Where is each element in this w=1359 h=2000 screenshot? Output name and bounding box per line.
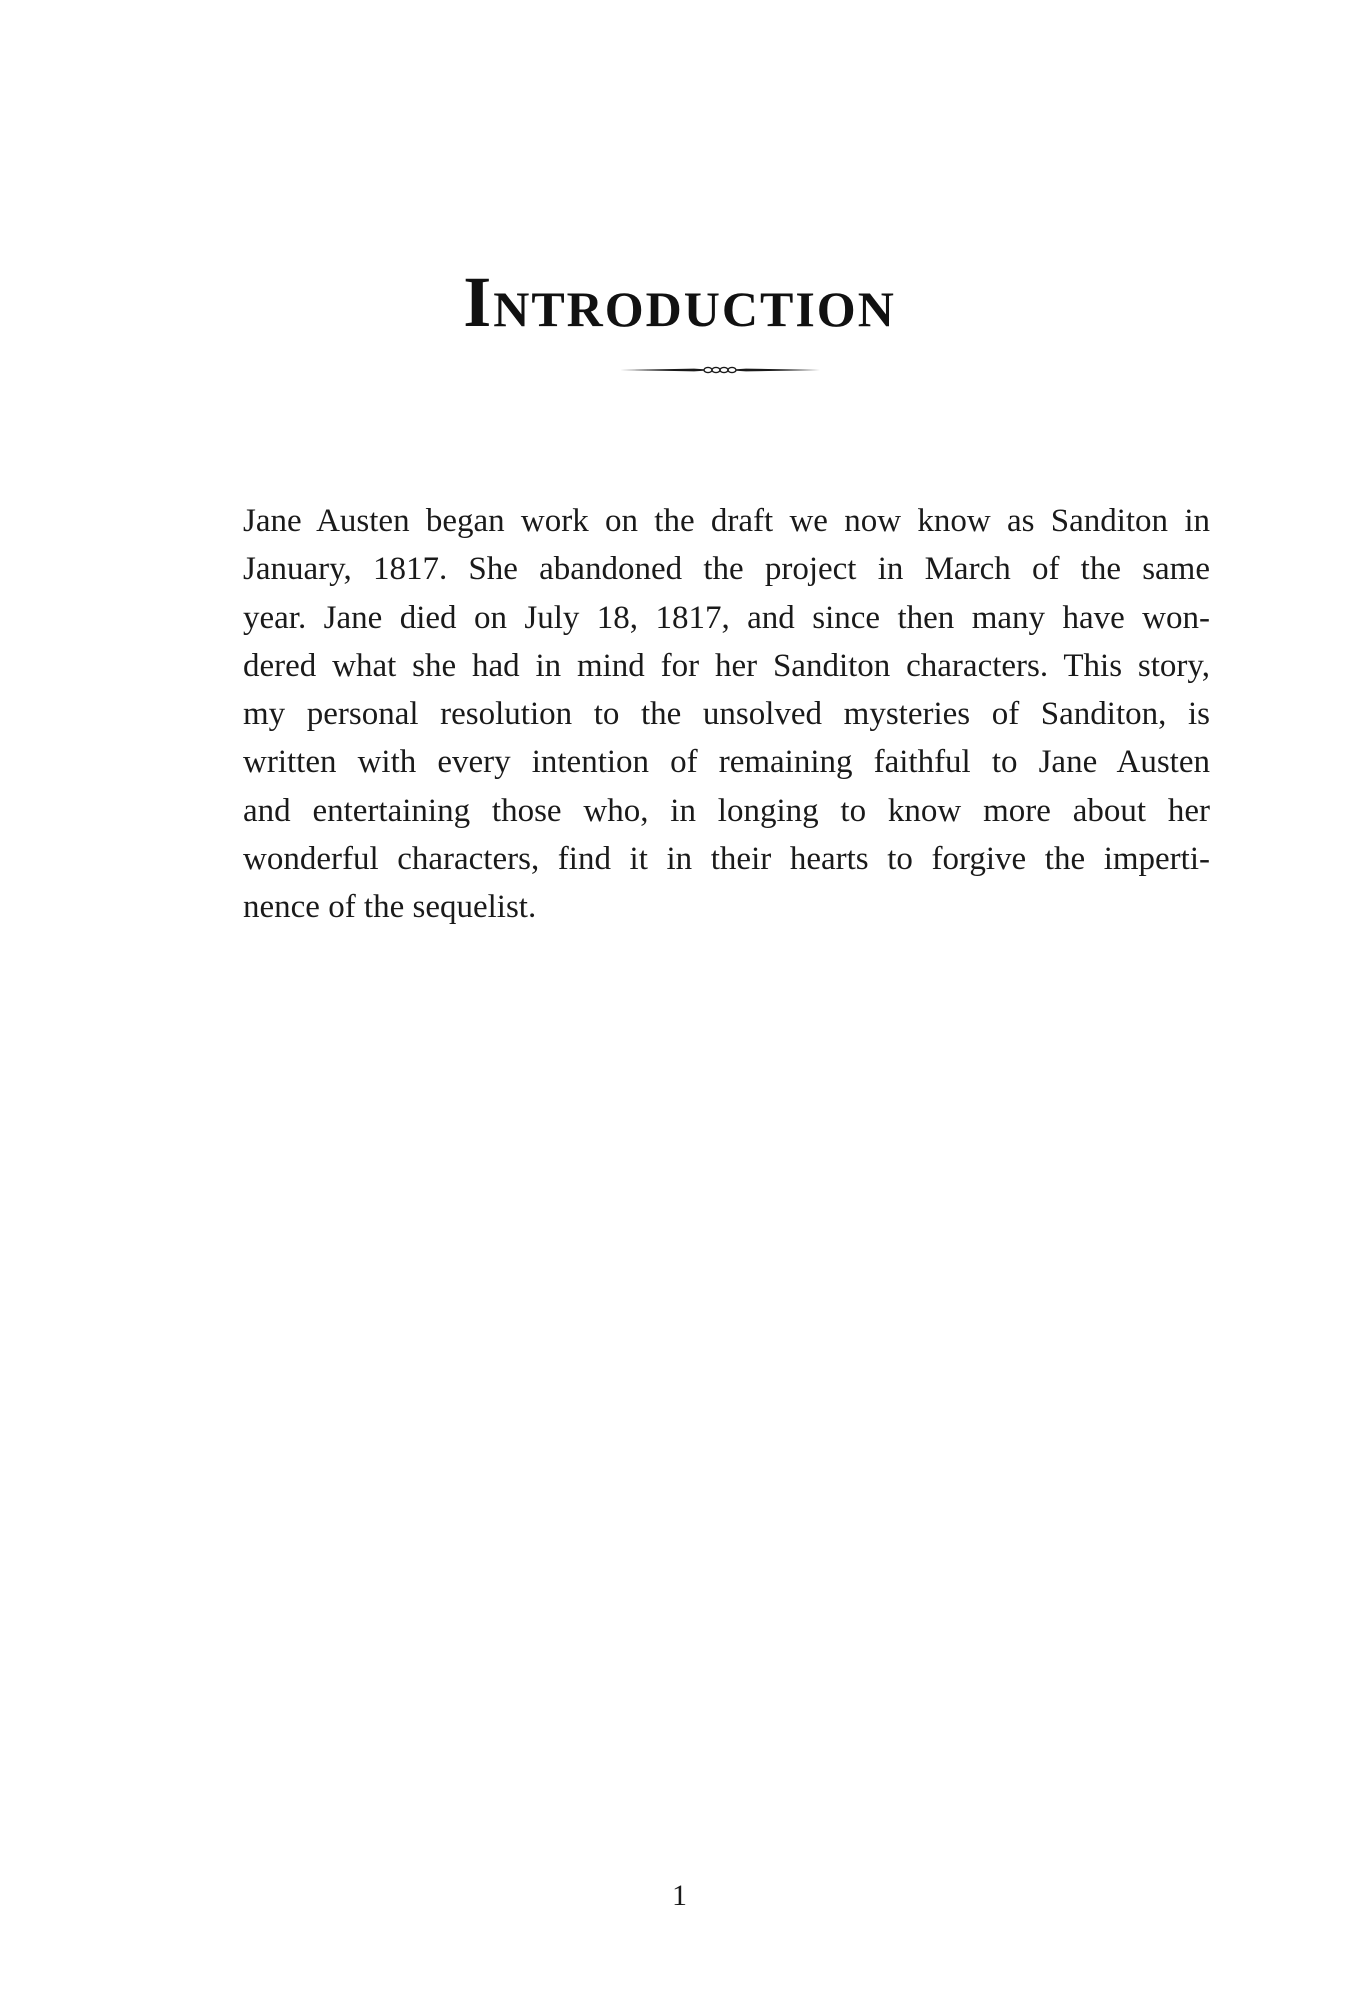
text-line: written with every intention of remaining faithful to Jane Austen <box>243 744 1210 781</box>
chapter-title: Introduction <box>463 262 896 342</box>
page-number: 1 <box>672 1879 687 1912</box>
text-line: nence of the sequelist. <box>243 889 537 926</box>
text-line: my personal resolution to the unsolved mysteries of Sanditon, is <box>243 696 1210 733</box>
text-line: January, 1817. She abandoned the project in March of the same <box>243 551 1210 588</box>
text-line: wonderful characters, find it in their hearts to forgive the imperti- <box>243 841 1210 878</box>
text-line: Jane Austen began work on the draft we now know as Sanditon in <box>243 503 1210 539</box>
text-line: and entertaining those who, in longing to know more about her <box>243 792 1210 829</box>
decorative-rule-icon <box>620 360 820 380</box>
introduction-paragraph <box>243 497 1210 932</box>
text-line: dered what she had in mind for her Sanditon characters. This story, <box>243 647 1210 684</box>
text-line: year. Jane died on July 18, 1817, and since then many have won- <box>243 599 1210 636</box>
